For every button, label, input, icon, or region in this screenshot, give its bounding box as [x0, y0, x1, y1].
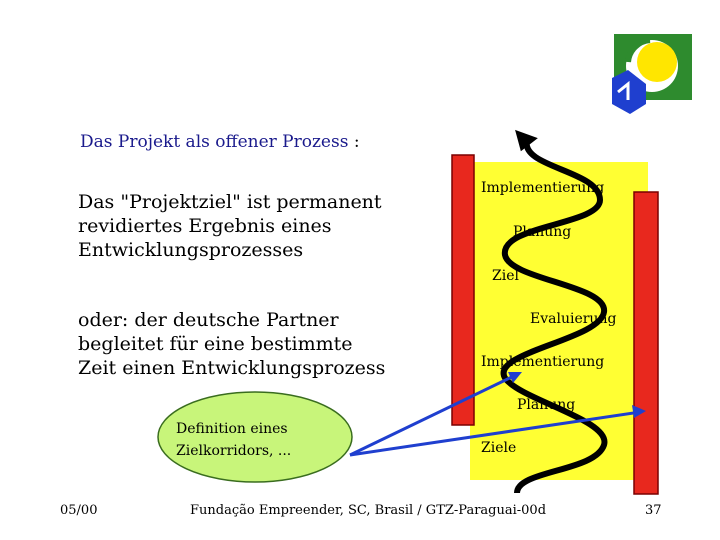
diagram-label-implementierung-1: Implementierung — [481, 180, 605, 196]
footer-date: 05/00 — [60, 503, 98, 518]
diagram-label-ziele: Ziele — [481, 440, 517, 456]
slide-subtitle — [80, 132, 360, 152]
page-number: 37 — [645, 503, 662, 518]
paragraph-project-goal: Das "Projektziel" ist permanent revidiertes Ergebnis eines Entwicklungsprozesses — [78, 191, 382, 261]
subtitle-text: Das Projekt als offener Prozess — [80, 132, 349, 152]
left-red-bar — [452, 155, 474, 425]
diagram-label-planung-1: Planung — [513, 224, 572, 240]
right-red-bar — [634, 192, 658, 494]
footer-organization: Fundação Empreender, SC, Brasil / GTZ-Paraguai-00d — [190, 503, 547, 518]
diagram-label-planung-2: Planung — [517, 397, 576, 413]
diagram-label-evaluierung: Evaluierung — [530, 311, 617, 327]
diagram-label-ziel: Ziel — [492, 268, 519, 284]
diagram-label-implementierung-2: Implementierung — [481, 354, 605, 370]
subtitle-colon: : — [353, 132, 360, 152]
fundacao-empreender-logo-icon — [612, 34, 692, 114]
paragraph-german-partner: oder: der deutsche Partner begleitet für eine bestimmte Zeit einen Entwicklungsprozess — [78, 309, 386, 379]
callout-text: Definition eines Zielkorridors, ... — [176, 421, 292, 459]
